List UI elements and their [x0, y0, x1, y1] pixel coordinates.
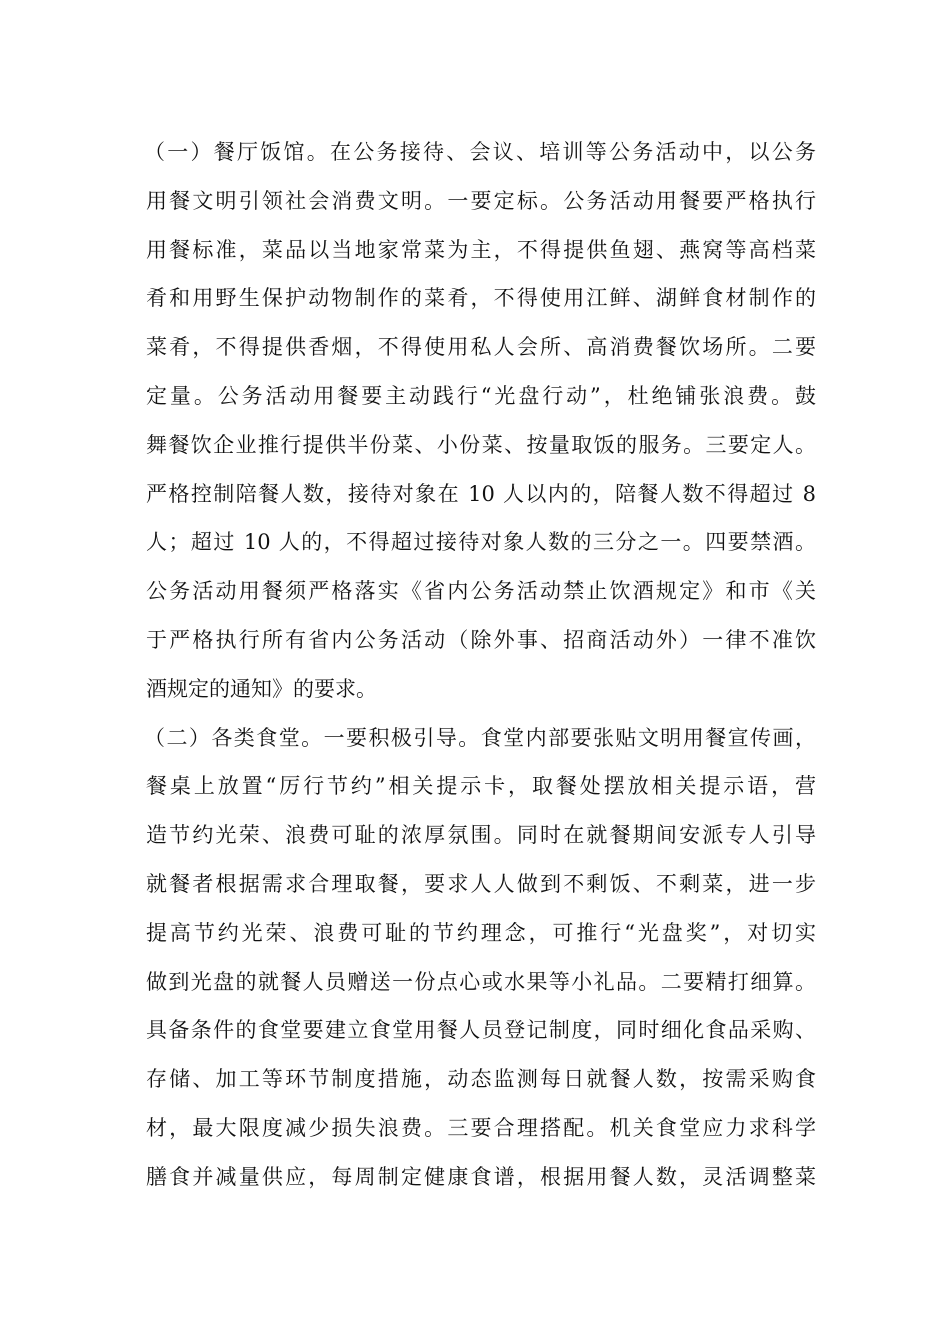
- text-line: 舞餐饮企业推行提供半份菜、小份菜、按量取饭的服务。三要定人。: [146, 432, 816, 457]
- text-line: 用餐文明引领社会消费文明。一要定标。公务活动用餐要严格执行: [146, 188, 816, 213]
- text-line: 公务活动用餐须严格落实《省内公务活动禁止饮酒规定》和市《关: [146, 579, 816, 604]
- text-line: 做到光盘的就餐人员赠送一份点心或水果等小礼品。二要精打细算。: [146, 969, 816, 994]
- text-line: 于严格执行所有省内公务活动（除外事、招商活动外）一律不准饮: [146, 627, 816, 652]
- paragraph-canteens: [146, 714, 816, 1202]
- text-line: 餐桌上放置“厉行节约”相关提示卡，取餐处摆放相关提示语，营: [146, 774, 816, 799]
- text-line: 人；超过 10 人的，不得超过接待对象人数的三分之一。四要禁酒。: [146, 530, 816, 555]
- text-line: （二）各类食堂。一要积极引导。食堂内部要张贴文明用餐宣传画，: [144, 725, 816, 750]
- text-line: 严格控制陪餐人数，接待对象在 10 人以内的，陪餐人数不得超过 8: [146, 481, 816, 506]
- text-line: 膳食并减量供应，每周制定健康食谱，根据用餐人数，灵活调整菜: [146, 1164, 816, 1189]
- text-line: 造节约光荣、浪费可耻的浓厚氛围。同时在就餐期间安派专人引导: [146, 823, 816, 848]
- text-line: 提高节约光荣、浪费可耻的节约理念，可推行“光盘奖”，对切实: [146, 920, 816, 945]
- text-line: 具备条件的食堂要建立食堂用餐人员登记制度，同时细化食品采购、: [146, 1018, 816, 1043]
- text-line: 菜肴，不得提供香烟，不得使用私人会所、高消费餐饮场所。二要: [146, 335, 816, 360]
- text-line: 酒规定的通知》的要求。: [146, 676, 377, 701]
- text-line: 定量。公务活动用餐要主动践行“光盘行动”，杜绝铺张浪费。鼓: [146, 383, 816, 408]
- text-line: 材，最大限度减少损失浪费。三要合理搭配。机关食堂应力求科学: [146, 1115, 816, 1140]
- text-line: 就餐者根据需求合理取餐，要求人人做到不剩饭、不剩菜，进一步: [146, 871, 816, 896]
- text-line: 存储、加工等环节制度措施，动态监测每日就餐人数，按需采购食: [146, 1067, 816, 1092]
- document-body: [146, 128, 816, 1202]
- paragraph-restaurants: [146, 128, 816, 714]
- text-line: （一）餐厅饭馆。在公务接待、会议、培训等公务活动中，以公务: [144, 140, 816, 164]
- text-line: 用餐标准，菜品以当地家常菜为主，不得提供鱼翅、燕窝等高档菜: [146, 237, 816, 262]
- text-line: 肴和用野生保护动物制作的菜肴，不得使用江鲜、湖鲜食材制作的: [146, 286, 816, 311]
